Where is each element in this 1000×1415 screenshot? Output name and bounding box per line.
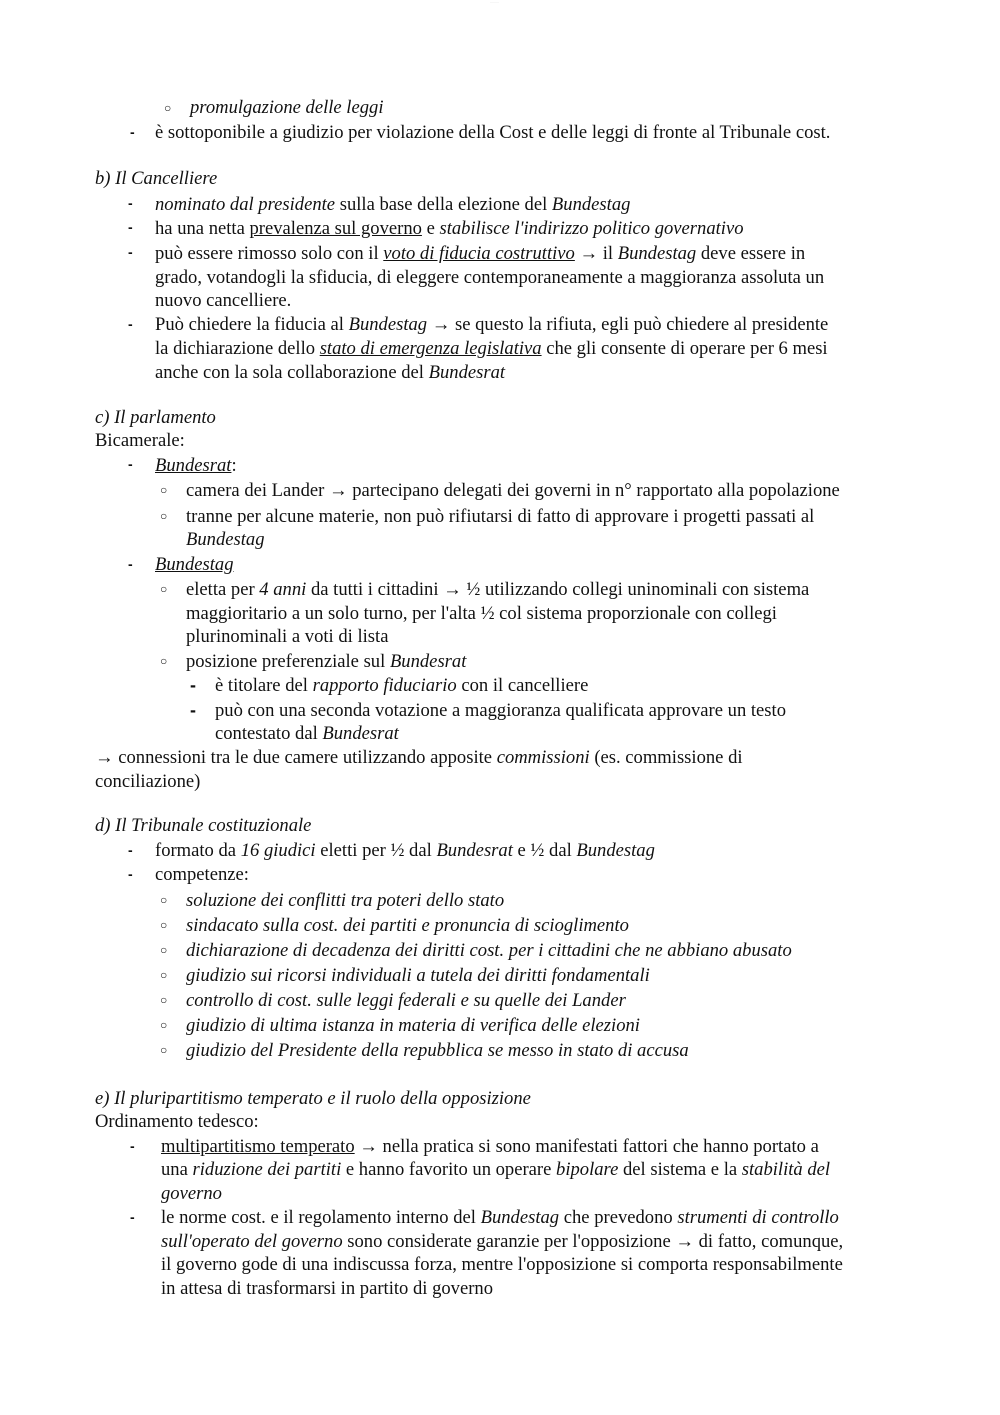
list-item: multipartitismo temperato → nella pratica si sono manifestati fattori che hanno portato a [161,1136,819,1157]
list-item-continuation: anche con la sola collaborazione del Bundesrat [155,362,506,383]
circle-bullet-icon: ○ [160,1043,168,1057]
list-item: può essere rimosso solo con il voto di fiducia costruttivo → il Bundestag deve essere in [155,243,806,264]
list-item-continuation: il governo gode di una indiscussa forza, mentre l'opposizione si comporta responsabilmente [161,1254,843,1275]
dash-bullet-icon: - [128,195,133,211]
dash-bullet-icon: - [128,842,133,858]
circle-bullet-icon: ○ [160,582,168,596]
paragraph: → connessioni tra le due camere utilizzando apposite commissioni (es. commissione di [95,747,743,768]
list-item: ha una netta prevalenza sul governo e stabilisce l'indirizzo politico governativo [155,218,744,239]
list-item: giudizio di ultima istanza in materia di verifica delle elezioni [186,1015,640,1036]
list-item: giudizio sui ricorsi individuali a tutela dei diritti fondamentali [186,965,650,986]
dash-bullet-icon: - [130,124,135,140]
list-item: è titolare del rapporto fiduciario con il cancelliere [215,675,589,696]
list-item-continuation: grado, votandogli la sfiducia, di eleggere contemporaneamente a maggioranza assoluta un [155,267,825,288]
list-item: Può chiedere la fiducia al Bundestag → se questo la rifiuta, egli può chiedere al presidente [155,314,829,335]
list-item-continuation: una riduzione dei partiti e hanno favorito un operare bipolare del sistema e la stabilità del [161,1159,831,1180]
dash-bullet-icon: - [128,244,133,260]
circle-bullet-icon: ○ [160,654,168,668]
circle-bullet-icon: ○ [160,943,168,957]
circle-bullet-icon: ○ [160,918,168,932]
list-item: è sottoponibile a giudizio per violazione della Cost e delle leggi di fronte al Tribunale cost. [155,122,831,143]
paragraph: Bicamerale: [95,430,185,451]
list-item: giudizio del Presidente della repubblica se messo in stato di accusa [186,1040,689,1061]
circle-bullet-icon: ○ [164,101,172,115]
section-heading: b) Il Cancelliere [95,168,218,189]
list-item: eletta per 4 anni da tutti i cittadini → ½ utilizzando collegi uninominali con sistema [186,579,810,600]
circle-bullet-icon: ○ [160,483,168,497]
circle-bullet-icon: ○ [160,893,168,907]
list-item-continuation: plurinominali a voti di lista [186,626,389,647]
circle-bullet-icon: ○ [160,993,168,1007]
section-heading: d) Il Tribunale costituzionale [95,815,312,836]
list-item: dichiarazione di decadenza dei diritti cost. per i cittadini che ne abbiano abusato [186,940,792,961]
list-item-continuation: contestato dal Bundesrat [215,723,399,744]
dash-bullet-icon: - [128,556,133,572]
list-item-continuation: sull'operato del governo sono considerate garanzie per l'opposizione → di fatto, comunque, [161,1231,844,1252]
list-item: formato da 16 giudici eletti per ½ dal Bundesrat e ½ dal Bundestag [155,840,655,861]
circle-bullet-icon: ○ [160,1018,168,1032]
section-heading: c) Il parlamento [95,407,216,428]
dash-bullet-icon: - [128,219,133,235]
list-item-continuation: governo [161,1183,222,1204]
list-item: controllo di cost. sulle leggi federali e su quelle dei Lander [186,990,626,1011]
list-item: sindacato sulla cost. dei partiti e pronuncia di scioglimento [186,915,629,936]
list-item: tranne per alcune materie, non può rifiutarsi di fatto di approvare i progetti passati al [186,506,815,527]
list-item-continuation: maggioritario a un solo turno, per l'alta ½ col sistema proporzionale con collegi [186,603,777,624]
list-item: promulgazione delle leggi [190,97,384,118]
dash-bullet-icon: - [128,316,133,332]
list-item-continuation: in attesa di trasformarsi in partito di governo [161,1278,494,1299]
list-item: nominato dal presidente sulla base della elezione del Bundestag [155,194,631,215]
list-item: può con una seconda votazione a maggioranza qualificata approvare un testo [215,700,787,721]
list-item-continuation: la dichiarazione dello stato di emergenza legislativa che gli consente di operare per 6 mesi [155,338,828,359]
header-mark: ········· [490,0,499,4]
dash-bullet-icon: - [190,700,196,720]
list-item: Bundesrat: [155,455,237,476]
list-item: le norme cost. e il regolamento interno del Bundestag che prevedono strumenti di controllo [161,1207,839,1228]
circle-bullet-icon: ○ [160,968,168,982]
list-item: soluzione dei conflitti tra poteri dello stato [186,890,505,911]
dash-bullet-icon: - [130,1138,135,1154]
section-heading: e) Il pluripartitismo temperato e il ruolo della opposizione [95,1088,531,1109]
dash-bullet-icon: - [128,456,133,472]
dash-bullet-icon: - [128,866,133,882]
list-item: Bundestag [155,554,234,575]
list-item-continuation: nuovo cancelliere. [155,290,292,311]
list-item: competenze: [155,864,249,885]
paragraph-continuation: conciliazione) [95,771,201,792]
list-item-continuation: Bundestag [186,529,265,550]
paragraph: Ordinamento tedesco: [95,1111,259,1132]
dash-bullet-icon: - [190,675,196,695]
circle-bullet-icon: ○ [160,509,168,523]
dash-bullet-icon: - [130,1209,135,1225]
list-item: posizione preferenziale sul Bundesrat [186,651,467,672]
list-item: camera dei Lander → partecipano delegati dei governi in n° rapportato alla popolazione [186,480,840,501]
